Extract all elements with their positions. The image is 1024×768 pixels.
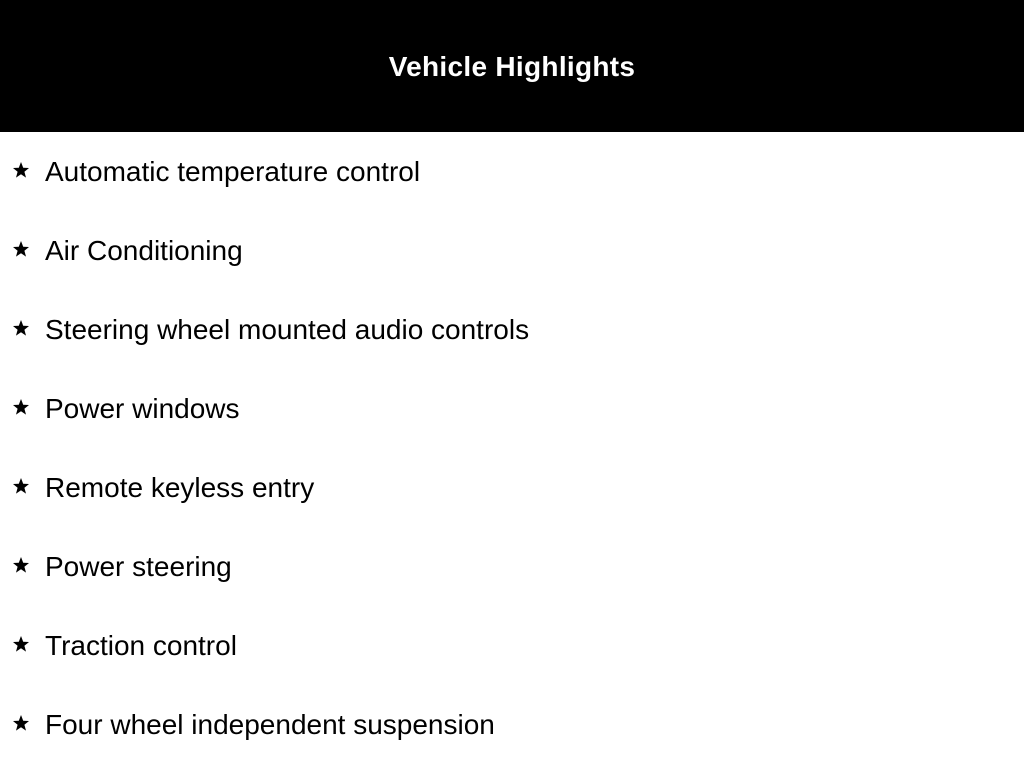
list-item-label: Four wheel independent suspension	[45, 709, 495, 740]
list-item-label: Power windows	[45, 393, 240, 424]
list-item	[0, 606, 1024, 685]
list-item	[0, 527, 1024, 606]
list-item	[0, 211, 1024, 290]
list-item	[0, 369, 1024, 448]
star-icon	[11, 555, 31, 575]
star-icon	[11, 713, 31, 733]
list-item-label: Traction control	[45, 630, 237, 661]
star-icon	[11, 318, 31, 338]
star-icon	[11, 634, 31, 654]
list-item-label: Remote keyless entry	[45, 472, 315, 503]
list-item	[0, 448, 1024, 527]
list-item	[0, 290, 1024, 369]
list-item-label: Power steering	[45, 551, 232, 582]
star-icon	[11, 239, 31, 259]
list-item-label: Air Conditioning	[45, 235, 243, 266]
list-item	[0, 685, 1024, 764]
header-bar	[0, 0, 1024, 132]
highlights-list	[0, 132, 1024, 764]
star-icon	[11, 397, 31, 417]
page-title: Vehicle Highlights	[388, 51, 636, 82]
star-icon	[11, 160, 31, 180]
star-icon	[11, 476, 31, 496]
list-item-label: Steering wheel mounted audio controls	[45, 314, 530, 345]
list-item-label: Automatic temperature control	[45, 156, 421, 187]
list-item	[0, 132, 1024, 211]
